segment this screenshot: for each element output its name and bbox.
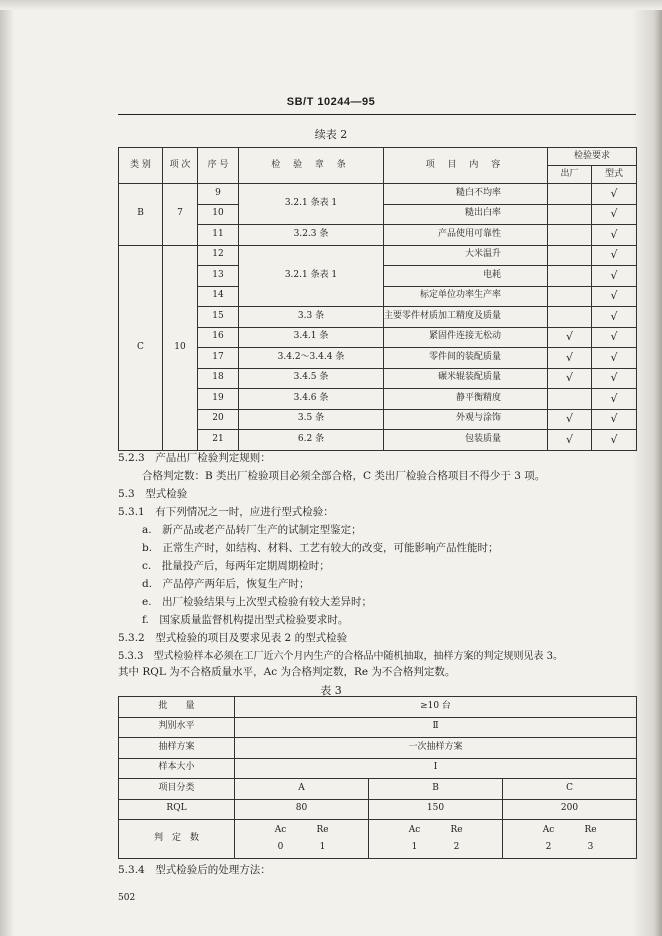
list-item-d: d. 产品停产两年后，恢复生产时； — [142, 578, 310, 590]
page-number: 502 — [118, 893, 136, 903]
type-check: √ — [592, 389, 637, 410]
clause-5-2-3-text: 合格判定数：B 类出厂检验项目必须全部合格，C 类出厂检验合格项目不得少于 3 项。 — [142, 470, 546, 482]
factory-check — [548, 266, 592, 287]
table-row — [119, 717, 637, 738]
clause-cell: 3.4.2～3.4.4 条 — [239, 348, 384, 369]
table-row — [119, 758, 637, 779]
content-cell: 大米温升 — [384, 245, 548, 266]
clause-5-3-3-continued: 其中 RQL 为不合格质量水平，Ac 为合格判定数，Re 为不合格判定数。 — [118, 666, 456, 678]
category-b: B — [369, 779, 503, 800]
seq-cell: 16 — [198, 327, 239, 348]
header-requirement: 检验要求 — [548, 148, 637, 166]
header-factory: 出厂 — [548, 166, 592, 184]
content-cell: 紧固件连接无松动 — [384, 327, 548, 348]
category-cell: B — [119, 184, 163, 246]
list-item-c: c. 批量投产后，每两年定期周期检时； — [142, 560, 330, 572]
table-row — [119, 779, 637, 800]
clause-5-3-heading: 5.3 型式检验 — [118, 488, 188, 500]
sampling-table-3 — [118, 696, 637, 859]
type-check: √ — [592, 368, 637, 389]
list-item-a: a. 新产品或老产品转厂生产的试制定型鉴定； — [142, 524, 362, 536]
row-label: 样本大小 — [119, 758, 235, 779]
seq-cell: 9 — [198, 184, 239, 205]
inspection-table-2 — [118, 147, 637, 451]
row-label: 批 量 — [119, 697, 235, 718]
re-label: Re — [450, 825, 463, 835]
category-c: C — [503, 779, 637, 800]
header-seq: 序 号 — [198, 148, 239, 184]
clause-cell: 3.4.1 条 — [239, 327, 384, 348]
content-cell: 电耗 — [384, 266, 548, 287]
header-content: 项 目 内 容 — [384, 148, 548, 184]
clause-cell: 3.5 条 — [239, 409, 384, 430]
table-row — [119, 245, 637, 266]
type-check: √ — [592, 204, 637, 225]
type-check: √ — [592, 409, 637, 430]
seq-cell: 19 — [198, 389, 239, 410]
category-a: A — [235, 779, 369, 800]
seq-cell: 12 — [198, 245, 239, 266]
rql-b: 150 — [369, 799, 503, 820]
seq-cell: 21 — [198, 430, 239, 451]
table-row — [119, 799, 637, 820]
content-cell: 产品使用可靠性 — [384, 225, 548, 246]
seq-cell: 17 — [198, 348, 239, 369]
row-value: ≥10 台 — [235, 697, 637, 718]
factory-check: √ — [548, 430, 592, 451]
table-row — [119, 738, 637, 759]
ac-value: 1 — [411, 842, 418, 852]
list-item-b: b. 正常生产时，如结构、材料、工艺有较大的改变，可能影响产品性能时； — [142, 542, 499, 554]
type-check: √ — [592, 184, 637, 205]
item-no-cell: 7 — [163, 184, 198, 246]
clause-cell: 3.4.6 条 — [239, 389, 384, 410]
ac-value: 0 — [277, 842, 284, 852]
content-cell: 标定单位功率生产率 — [384, 286, 548, 307]
type-check: √ — [592, 225, 637, 246]
seq-cell: 14 — [198, 286, 239, 307]
row-label: 判别水平 — [119, 717, 235, 738]
seq-cell: 11 — [198, 225, 239, 246]
judge-label: 判 定 数 — [119, 820, 235, 859]
rql-c: 200 — [503, 799, 637, 820]
type-check: √ — [592, 245, 637, 266]
factory-check — [548, 389, 592, 410]
ac-value: 2 — [545, 842, 552, 852]
seq-cell: 18 — [198, 368, 239, 389]
factory-check — [548, 286, 592, 307]
table-row — [119, 184, 637, 205]
content-cell: 静平衡精度 — [384, 389, 548, 410]
re-value: 3 — [587, 842, 594, 852]
re-label: Re — [584, 825, 597, 835]
type-check: √ — [592, 307, 637, 328]
factory-check — [548, 225, 592, 246]
scan-edge-top — [0, 0, 662, 10]
row-value: Ⅱ — [235, 717, 637, 738]
header-item-no: 项 次 — [163, 148, 198, 184]
ac-label: Ac — [274, 825, 287, 835]
rql-a: 80 — [235, 799, 369, 820]
seq-cell: 15 — [198, 307, 239, 328]
clause-5-2-3: 5.2.3 产品出厂检验判定规则： — [118, 452, 271, 464]
clause-5-3-4: 5.3.4 型式检验后的处理方法： — [118, 864, 271, 876]
judge-c — [503, 820, 637, 859]
standard-code: SB/T 10244—95 — [286, 96, 376, 108]
content-cell: 包装质量 — [384, 430, 548, 451]
re-value: 2 — [453, 842, 460, 852]
content-cell: 糙出白率 — [384, 204, 548, 225]
table-row — [119, 820, 637, 859]
factory-check: √ — [548, 409, 592, 430]
clause-5-3-1: 5.3.1 有下列情况之一时，应进行型式检验： — [118, 506, 334, 518]
seq-cell: 13 — [198, 266, 239, 287]
category-label: 项目分类 — [119, 779, 235, 800]
type-check: √ — [592, 266, 637, 287]
list-item-e: e. 出厂检验结果与上次型式检验有较大差异时； — [142, 596, 373, 608]
clause-cell: 3.2.1 条表 1 — [239, 245, 384, 307]
header-rule — [118, 114, 636, 115]
factory-check — [548, 184, 592, 205]
clause-cell: 3.2.1 条表 1 — [239, 184, 384, 225]
factory-check — [548, 245, 592, 266]
row-label: 抽样方案 — [119, 738, 235, 759]
re-label: Re — [316, 825, 329, 835]
content-cell: 糙白不均率 — [384, 184, 548, 205]
clause-5-3-2: 5.3.2 型式检验的项目及要求见表 2 的型式检验 — [118, 632, 348, 644]
re-value: 1 — [319, 842, 326, 852]
content-cell: 零件间的装配质量 — [384, 348, 548, 369]
rql-label: RQL — [119, 799, 235, 820]
factory-check — [548, 204, 592, 225]
clause-cell: 3.4.5 条 — [239, 368, 384, 389]
clause-cell: 3.2.3 条 — [239, 225, 384, 246]
header-type: 型式 — [592, 166, 637, 184]
content-cell: 外观与涂饰 — [384, 409, 548, 430]
factory-check: √ — [548, 348, 592, 369]
judge-b — [369, 820, 503, 859]
type-check: √ — [592, 430, 637, 451]
category-cell: C — [119, 245, 163, 450]
item-no-cell: 10 — [163, 245, 198, 450]
seq-cell: 20 — [198, 409, 239, 430]
seq-cell: 10 — [198, 204, 239, 225]
ac-label: Ac — [408, 825, 421, 835]
header-category: 类 别 — [119, 148, 163, 184]
row-value: I — [235, 758, 637, 779]
factory-check: √ — [548, 327, 592, 348]
clause-cell: 6.2 条 — [239, 430, 384, 451]
table3-caption: 表 3 — [320, 684, 342, 697]
ac-label: Ac — [542, 825, 555, 835]
type-check: √ — [592, 286, 637, 307]
type-check: √ — [592, 348, 637, 369]
table-row — [119, 697, 637, 718]
list-item-f: f. 国家质量监督机构提出型式检验要求时。 — [142, 614, 349, 626]
row-value: 一次抽样方案 — [235, 738, 637, 759]
content-cell: 主要零件材质加工精度及质量 — [384, 307, 548, 328]
header-clause: 检 验 章 条 — [239, 148, 384, 184]
type-check: √ — [592, 327, 637, 348]
clause-cell: 3.3 条 — [239, 307, 384, 328]
content-cell: 碾米辊装配质量 — [384, 368, 548, 389]
judge-a — [235, 820, 369, 859]
factory-check — [548, 307, 592, 328]
table2-caption: 续表 2 — [314, 128, 348, 141]
clause-5-3-3: 5.3.3 型式检验样本必须在工厂近六个月内生产的合格品中随机抽取，抽样方案的判定规则见表 3。 — [118, 651, 563, 662]
factory-check: √ — [548, 368, 592, 389]
